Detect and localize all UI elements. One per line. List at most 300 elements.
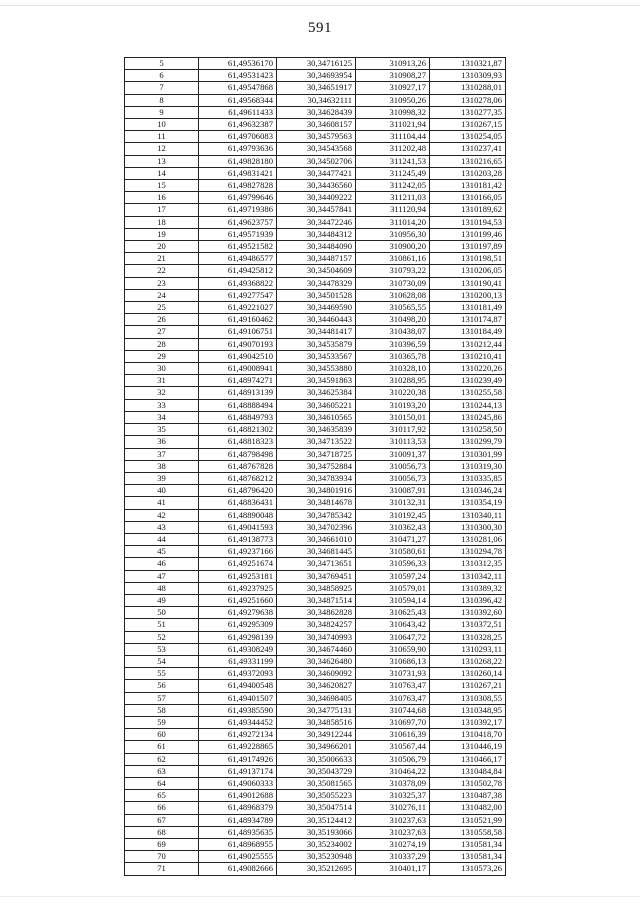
longitude-cell: 30,35124412 bbox=[277, 814, 356, 826]
y-coordinate-cell: 1310197,89 bbox=[430, 241, 506, 253]
table-row bbox=[125, 70, 506, 82]
table-row bbox=[125, 155, 506, 167]
x-coordinate-cell: 310597,24 bbox=[356, 570, 430, 582]
latitude-cell: 61,49279638 bbox=[199, 607, 277, 619]
point-number-cell: 71 bbox=[125, 863, 199, 875]
y-coordinate-cell: 1310255,58 bbox=[430, 387, 506, 399]
y-coordinate-cell: 1310220,26 bbox=[430, 363, 506, 375]
point-number-cell: 41 bbox=[125, 497, 199, 509]
y-coordinate-cell: 1310300,30 bbox=[430, 521, 506, 533]
page-edge-top bbox=[0, 5, 640, 6]
longitude-cell: 30,34409222 bbox=[277, 192, 356, 204]
x-coordinate-cell: 310763,47 bbox=[356, 680, 430, 692]
page-edge-bottom bbox=[0, 896, 640, 897]
y-coordinate-cell: 1310194,53 bbox=[430, 216, 506, 228]
latitude-cell: 61,49536170 bbox=[199, 58, 277, 70]
latitude-cell: 61,49831421 bbox=[199, 167, 277, 179]
latitude-cell: 61,49706083 bbox=[199, 131, 277, 143]
point-number-cell: 47 bbox=[125, 570, 199, 582]
longitude-cell: 30,34472246 bbox=[277, 216, 356, 228]
table-row bbox=[125, 363, 506, 375]
table-row bbox=[125, 594, 506, 606]
x-coordinate-cell: 310117,92 bbox=[356, 424, 430, 436]
x-coordinate-cell: 310056,73 bbox=[356, 472, 430, 484]
y-coordinate-cell: 1310573,26 bbox=[430, 863, 506, 875]
y-coordinate-cell: 1310277,35 bbox=[430, 106, 506, 118]
y-coordinate-cell: 1310181,49 bbox=[430, 302, 506, 314]
table-row bbox=[125, 277, 506, 289]
table-row bbox=[125, 765, 506, 777]
y-coordinate-cell: 1310466,17 bbox=[430, 753, 506, 765]
latitude-cell: 61,49070193 bbox=[199, 338, 277, 350]
y-coordinate-cell: 1310301,99 bbox=[430, 448, 506, 460]
y-coordinate-cell: 1310288,01 bbox=[430, 82, 506, 94]
latitude-cell: 61,49137174 bbox=[199, 765, 277, 777]
latitude-cell: 61,49041593 bbox=[199, 521, 277, 533]
point-number-cell: 67 bbox=[125, 814, 199, 826]
point-number-cell: 15 bbox=[125, 180, 199, 192]
y-coordinate-cell: 1310346,24 bbox=[430, 485, 506, 497]
y-coordinate-cell: 1310254,05 bbox=[430, 131, 506, 143]
latitude-cell: 61,48836431 bbox=[199, 497, 277, 509]
latitude-cell: 61,49793636 bbox=[199, 143, 277, 155]
longitude-cell: 30,35081565 bbox=[277, 777, 356, 789]
table-row bbox=[125, 387, 506, 399]
x-coordinate-cell: 310950,26 bbox=[356, 94, 430, 106]
x-coordinate-cell: 311241,53 bbox=[356, 155, 430, 167]
y-coordinate-cell: 1310267,15 bbox=[430, 119, 506, 131]
y-coordinate-cell: 1310278,06 bbox=[430, 94, 506, 106]
latitude-cell: 61,49060333 bbox=[199, 777, 277, 789]
y-coordinate-cell: 1310166,05 bbox=[430, 192, 506, 204]
x-coordinate-cell: 310956,30 bbox=[356, 228, 430, 240]
x-coordinate-cell: 310192,45 bbox=[356, 509, 430, 521]
y-coordinate-cell: 1310418,70 bbox=[430, 729, 506, 741]
longitude-cell: 30,34651917 bbox=[277, 82, 356, 94]
point-number-cell: 16 bbox=[125, 192, 199, 204]
x-coordinate-cell: 310396,59 bbox=[356, 338, 430, 350]
latitude-cell: 61,49295309 bbox=[199, 619, 277, 631]
longitude-cell: 30,34460443 bbox=[277, 314, 356, 326]
latitude-cell: 61,49547868 bbox=[199, 82, 277, 94]
x-coordinate-cell: 310087,91 bbox=[356, 485, 430, 497]
point-number-cell: 53 bbox=[125, 643, 199, 655]
point-number-cell: 40 bbox=[125, 485, 199, 497]
x-coordinate-cell: 310580,61 bbox=[356, 546, 430, 558]
table-row bbox=[125, 497, 506, 509]
latitude-cell: 61,49221027 bbox=[199, 302, 277, 314]
latitude-cell: 61,48821302 bbox=[199, 424, 277, 436]
x-coordinate-cell: 310438,07 bbox=[356, 326, 430, 338]
latitude-cell: 61,49237925 bbox=[199, 582, 277, 594]
point-number-cell: 13 bbox=[125, 155, 199, 167]
point-number-cell: 42 bbox=[125, 509, 199, 521]
x-coordinate-cell: 310237,63 bbox=[356, 826, 430, 838]
longitude-cell: 30,34535879 bbox=[277, 338, 356, 350]
y-coordinate-cell: 1310309,93 bbox=[430, 70, 506, 82]
longitude-cell: 30,34713522 bbox=[277, 436, 356, 448]
longitude-cell: 30,35043729 bbox=[277, 765, 356, 777]
y-coordinate-cell: 1310244,13 bbox=[430, 399, 506, 411]
table-row bbox=[125, 472, 506, 484]
point-number-cell: 22 bbox=[125, 265, 199, 277]
x-coordinate-cell: 310643,42 bbox=[356, 619, 430, 631]
point-number-cell: 54 bbox=[125, 655, 199, 667]
x-coordinate-cell: 310274,19 bbox=[356, 839, 430, 851]
y-coordinate-cell: 1310392,60 bbox=[430, 607, 506, 619]
y-coordinate-cell: 1310335,85 bbox=[430, 472, 506, 484]
longitude-cell: 30,34478329 bbox=[277, 277, 356, 289]
longitude-cell: 30,35234002 bbox=[277, 839, 356, 851]
x-coordinate-cell: 310763,47 bbox=[356, 692, 430, 704]
y-coordinate-cell: 1310389,32 bbox=[430, 582, 506, 594]
x-coordinate-cell: 310401,17 bbox=[356, 863, 430, 875]
point-number-cell: 23 bbox=[125, 277, 199, 289]
table-row bbox=[125, 716, 506, 728]
longitude-cell: 30,34912244 bbox=[277, 729, 356, 741]
x-coordinate-cell: 310113,53 bbox=[356, 436, 430, 448]
table-row bbox=[125, 302, 506, 314]
y-coordinate-cell: 1310210,41 bbox=[430, 350, 506, 362]
latitude-cell: 61,49251660 bbox=[199, 594, 277, 606]
point-number-cell: 30 bbox=[125, 363, 199, 375]
y-coordinate-cell: 1310181,42 bbox=[430, 180, 506, 192]
x-coordinate-cell: 310365,78 bbox=[356, 350, 430, 362]
point-number-cell: 38 bbox=[125, 460, 199, 472]
x-coordinate-cell: 310731,93 bbox=[356, 668, 430, 680]
table-row bbox=[125, 411, 506, 423]
x-coordinate-cell: 310288,95 bbox=[356, 375, 430, 387]
table-row bbox=[125, 180, 506, 192]
point-number-cell: 46 bbox=[125, 558, 199, 570]
latitude-cell: 61,49008941 bbox=[199, 363, 277, 375]
point-number-cell: 8 bbox=[125, 94, 199, 106]
longitude-cell: 30,34681445 bbox=[277, 546, 356, 558]
point-number-cell: 50 bbox=[125, 607, 199, 619]
y-coordinate-cell: 1310521,99 bbox=[430, 814, 506, 826]
y-coordinate-cell: 1310190,41 bbox=[430, 277, 506, 289]
point-number-cell: 32 bbox=[125, 387, 199, 399]
page-number: 591 bbox=[308, 20, 332, 36]
y-coordinate-cell: 1310174,87 bbox=[430, 314, 506, 326]
table-row bbox=[125, 619, 506, 631]
latitude-cell: 61,48796420 bbox=[199, 485, 277, 497]
longitude-cell: 30,34814678 bbox=[277, 497, 356, 509]
point-number-cell: 49 bbox=[125, 594, 199, 606]
point-number-cell: 63 bbox=[125, 765, 199, 777]
latitude-cell: 61,48968955 bbox=[199, 839, 277, 851]
longitude-cell: 30,34626480 bbox=[277, 655, 356, 667]
table-row bbox=[125, 485, 506, 497]
point-number-cell: 61 bbox=[125, 741, 199, 753]
y-coordinate-cell: 1310293,11 bbox=[430, 643, 506, 655]
point-number-cell: 52 bbox=[125, 631, 199, 643]
table-row bbox=[125, 375, 506, 387]
longitude-cell: 30,35006633 bbox=[277, 753, 356, 765]
latitude-cell: 61,49138773 bbox=[199, 533, 277, 545]
y-coordinate-cell: 1310319,30 bbox=[430, 460, 506, 472]
latitude-cell: 61,49632387 bbox=[199, 119, 277, 131]
table-row bbox=[125, 680, 506, 692]
point-number-cell: 19 bbox=[125, 228, 199, 240]
table-row bbox=[125, 326, 506, 338]
x-coordinate-cell: 310056,73 bbox=[356, 460, 430, 472]
table-row bbox=[125, 863, 506, 875]
longitude-cell: 30,35212695 bbox=[277, 863, 356, 875]
y-coordinate-cell: 1310281,06 bbox=[430, 533, 506, 545]
point-number-cell: 45 bbox=[125, 546, 199, 558]
longitude-cell: 30,34775131 bbox=[277, 704, 356, 716]
y-coordinate-cell: 1310558,58 bbox=[430, 826, 506, 838]
y-coordinate-cell: 1310199,46 bbox=[430, 228, 506, 240]
longitude-cell: 30,34698405 bbox=[277, 692, 356, 704]
latitude-cell: 61,49174926 bbox=[199, 753, 277, 765]
point-number-cell: 43 bbox=[125, 521, 199, 533]
latitude-cell: 61,49531423 bbox=[199, 70, 277, 82]
longitude-cell: 30,34702396 bbox=[277, 521, 356, 533]
point-number-cell: 58 bbox=[125, 704, 199, 716]
table-row bbox=[125, 729, 506, 741]
longitude-cell: 30,34966201 bbox=[277, 741, 356, 753]
x-coordinate-cell: 310498,20 bbox=[356, 314, 430, 326]
table-row bbox=[125, 143, 506, 155]
latitude-cell: 61,48934789 bbox=[199, 814, 277, 826]
table-row bbox=[125, 167, 506, 179]
y-coordinate-cell: 1310203,28 bbox=[430, 167, 506, 179]
y-coordinate-cell: 1310581,34 bbox=[430, 839, 506, 851]
x-coordinate-cell: 310908,27 bbox=[356, 70, 430, 82]
latitude-cell: 61,49425812 bbox=[199, 265, 277, 277]
point-number-cell: 26 bbox=[125, 314, 199, 326]
table-row bbox=[125, 655, 506, 667]
point-number-cell: 34 bbox=[125, 411, 199, 423]
longitude-cell: 30,34609092 bbox=[277, 668, 356, 680]
x-coordinate-cell: 310793,22 bbox=[356, 265, 430, 277]
longitude-cell: 30,34579563 bbox=[277, 131, 356, 143]
table-row bbox=[125, 436, 506, 448]
x-coordinate-cell: 310237,63 bbox=[356, 814, 430, 826]
table-row bbox=[125, 607, 506, 619]
y-coordinate-cell: 1310446,19 bbox=[430, 741, 506, 753]
latitude-cell: 61,49486577 bbox=[199, 253, 277, 265]
x-coordinate-cell: 310913,26 bbox=[356, 58, 430, 70]
longitude-cell: 30,34533567 bbox=[277, 350, 356, 362]
point-number-cell: 21 bbox=[125, 253, 199, 265]
longitude-cell: 30,34457841 bbox=[277, 204, 356, 216]
y-coordinate-cell: 1310299,79 bbox=[430, 436, 506, 448]
longitude-cell: 30,35230948 bbox=[277, 851, 356, 863]
x-coordinate-cell: 310744,68 bbox=[356, 704, 430, 716]
table-row bbox=[125, 668, 506, 680]
longitude-cell: 30,34632111 bbox=[277, 94, 356, 106]
latitude-cell: 61,48913139 bbox=[199, 387, 277, 399]
latitude-cell: 61,49401507 bbox=[199, 692, 277, 704]
y-coordinate-cell: 1310184,49 bbox=[430, 326, 506, 338]
x-coordinate-cell: 310471,27 bbox=[356, 533, 430, 545]
x-coordinate-cell: 310596,33 bbox=[356, 558, 430, 570]
table-row bbox=[125, 131, 506, 143]
y-coordinate-cell: 1310312,35 bbox=[430, 558, 506, 570]
x-coordinate-cell: 310220,38 bbox=[356, 387, 430, 399]
table-row bbox=[125, 509, 506, 521]
y-coordinate-cell: 1310267,21 bbox=[430, 680, 506, 692]
y-coordinate-cell: 1310260,14 bbox=[430, 668, 506, 680]
longitude-cell: 30,34436560 bbox=[277, 180, 356, 192]
latitude-cell: 61,49400548 bbox=[199, 680, 277, 692]
longitude-cell: 30,34785342 bbox=[277, 509, 356, 521]
longitude-cell: 30,34504609 bbox=[277, 265, 356, 277]
longitude-cell: 30,34716125 bbox=[277, 58, 356, 70]
latitude-cell: 61,49623757 bbox=[199, 216, 277, 228]
longitude-cell: 30,34693954 bbox=[277, 70, 356, 82]
point-number-cell: 6 bbox=[125, 70, 199, 82]
longitude-cell: 30,34502706 bbox=[277, 155, 356, 167]
point-number-cell: 24 bbox=[125, 289, 199, 301]
y-coordinate-cell: 1310328,25 bbox=[430, 631, 506, 643]
x-coordinate-cell: 310659,90 bbox=[356, 643, 430, 655]
x-coordinate-cell: 310091,37 bbox=[356, 448, 430, 460]
x-coordinate-cell: 310328,10 bbox=[356, 363, 430, 375]
table-row bbox=[125, 692, 506, 704]
point-number-cell: 27 bbox=[125, 326, 199, 338]
latitude-cell: 61,49106751 bbox=[199, 326, 277, 338]
x-coordinate-cell: 310927,17 bbox=[356, 82, 430, 94]
latitude-cell: 61,49368822 bbox=[199, 277, 277, 289]
point-number-cell: 33 bbox=[125, 399, 199, 411]
x-coordinate-cell: 311014,20 bbox=[356, 216, 430, 228]
x-coordinate-cell: 311242,05 bbox=[356, 180, 430, 192]
longitude-cell: 30,34635839 bbox=[277, 424, 356, 436]
longitude-cell: 30,34620827 bbox=[277, 680, 356, 692]
coordinates-table-container bbox=[124, 57, 505, 876]
y-coordinate-cell: 1310200,13 bbox=[430, 289, 506, 301]
latitude-cell: 61,49719386 bbox=[199, 204, 277, 216]
latitude-cell: 61,48890048 bbox=[199, 509, 277, 521]
table-row bbox=[125, 94, 506, 106]
x-coordinate-cell: 311021,94 bbox=[356, 119, 430, 131]
y-coordinate-cell: 1310258,50 bbox=[430, 424, 506, 436]
point-number-cell: 20 bbox=[125, 241, 199, 253]
table-row bbox=[125, 570, 506, 582]
table-row bbox=[125, 790, 506, 802]
point-number-cell: 57 bbox=[125, 692, 199, 704]
longitude-cell: 30,34862828 bbox=[277, 607, 356, 619]
latitude-cell: 61,48768212 bbox=[199, 472, 277, 484]
longitude-cell: 30,34605221 bbox=[277, 399, 356, 411]
x-coordinate-cell: 310616,39 bbox=[356, 729, 430, 741]
y-coordinate-cell: 1310216,65 bbox=[430, 155, 506, 167]
x-coordinate-cell: 310900,20 bbox=[356, 241, 430, 253]
latitude-cell: 61,49799646 bbox=[199, 192, 277, 204]
point-number-cell: 9 bbox=[125, 106, 199, 118]
longitude-cell: 30,34625384 bbox=[277, 387, 356, 399]
y-coordinate-cell: 1310198,51 bbox=[430, 253, 506, 265]
table-row bbox=[125, 558, 506, 570]
x-coordinate-cell: 310337,29 bbox=[356, 851, 430, 863]
longitude-cell: 30,34543568 bbox=[277, 143, 356, 155]
table-row bbox=[125, 265, 506, 277]
point-number-cell: 44 bbox=[125, 533, 199, 545]
latitude-cell: 61,49277547 bbox=[199, 289, 277, 301]
y-coordinate-cell: 1310321,87 bbox=[430, 58, 506, 70]
y-coordinate-cell: 1310354,19 bbox=[430, 497, 506, 509]
point-number-cell: 36 bbox=[125, 436, 199, 448]
table-row bbox=[125, 643, 506, 655]
longitude-cell: 30,34608157 bbox=[277, 119, 356, 131]
latitude-cell: 61,49372093 bbox=[199, 668, 277, 680]
y-coordinate-cell: 1310308,55 bbox=[430, 692, 506, 704]
x-coordinate-cell: 310730,09 bbox=[356, 277, 430, 289]
x-coordinate-cell: 310628,08 bbox=[356, 289, 430, 301]
y-coordinate-cell: 1310212,44 bbox=[430, 338, 506, 350]
longitude-cell: 30,34610565 bbox=[277, 411, 356, 423]
point-number-cell: 51 bbox=[125, 619, 199, 631]
table-row bbox=[125, 253, 506, 265]
longitude-cell: 30,34858516 bbox=[277, 716, 356, 728]
latitude-cell: 61,49042510 bbox=[199, 350, 277, 362]
point-number-cell: 69 bbox=[125, 839, 199, 851]
table-row bbox=[125, 533, 506, 545]
table-row bbox=[125, 521, 506, 533]
latitude-cell: 61,49253181 bbox=[199, 570, 277, 582]
x-coordinate-cell: 310464,22 bbox=[356, 765, 430, 777]
y-coordinate-cell: 1310372,51 bbox=[430, 619, 506, 631]
table-row bbox=[125, 216, 506, 228]
longitude-cell: 30,34718725 bbox=[277, 448, 356, 460]
table-row bbox=[125, 582, 506, 594]
table-row bbox=[125, 851, 506, 863]
y-coordinate-cell: 1310396,42 bbox=[430, 594, 506, 606]
table-row bbox=[125, 82, 506, 94]
point-number-cell: 18 bbox=[125, 216, 199, 228]
point-number-cell: 60 bbox=[125, 729, 199, 741]
latitude-cell: 61,49251674 bbox=[199, 558, 277, 570]
table-row bbox=[125, 106, 506, 118]
table-row bbox=[125, 192, 506, 204]
point-number-cell: 39 bbox=[125, 472, 199, 484]
table-row bbox=[125, 119, 506, 131]
table-row bbox=[125, 228, 506, 240]
latitude-cell: 61,49571939 bbox=[199, 228, 277, 240]
latitude-cell: 61,49082666 bbox=[199, 863, 277, 875]
x-coordinate-cell: 310697,70 bbox=[356, 716, 430, 728]
longitude-cell: 30,34752884 bbox=[277, 460, 356, 472]
longitude-cell: 30,35193066 bbox=[277, 826, 356, 838]
longitude-cell: 30,34801916 bbox=[277, 485, 356, 497]
latitude-cell: 61,49228865 bbox=[199, 741, 277, 753]
table-row bbox=[125, 802, 506, 814]
table-row bbox=[125, 350, 506, 362]
table-row bbox=[125, 58, 506, 70]
longitude-cell: 30,34481417 bbox=[277, 326, 356, 338]
latitude-cell: 61,48968379 bbox=[199, 802, 277, 814]
latitude-cell: 61,49025555 bbox=[199, 851, 277, 863]
latitude-cell: 61,48935635 bbox=[199, 826, 277, 838]
latitude-cell: 61,49012688 bbox=[199, 790, 277, 802]
longitude-cell: 30,34661010 bbox=[277, 533, 356, 545]
latitude-cell: 61,49344452 bbox=[199, 716, 277, 728]
y-coordinate-cell: 1310484,84 bbox=[430, 765, 506, 777]
point-number-cell: 5 bbox=[125, 58, 199, 70]
x-coordinate-cell: 310647,72 bbox=[356, 631, 430, 643]
x-coordinate-cell: 310565,55 bbox=[356, 302, 430, 314]
x-coordinate-cell: 311104,44 bbox=[356, 131, 430, 143]
latitude-cell: 61,49521582 bbox=[199, 241, 277, 253]
point-number-cell: 14 bbox=[125, 167, 199, 179]
y-coordinate-cell: 1310189,62 bbox=[430, 204, 506, 216]
point-number-cell: 11 bbox=[125, 131, 199, 143]
point-number-cell: 48 bbox=[125, 582, 199, 594]
